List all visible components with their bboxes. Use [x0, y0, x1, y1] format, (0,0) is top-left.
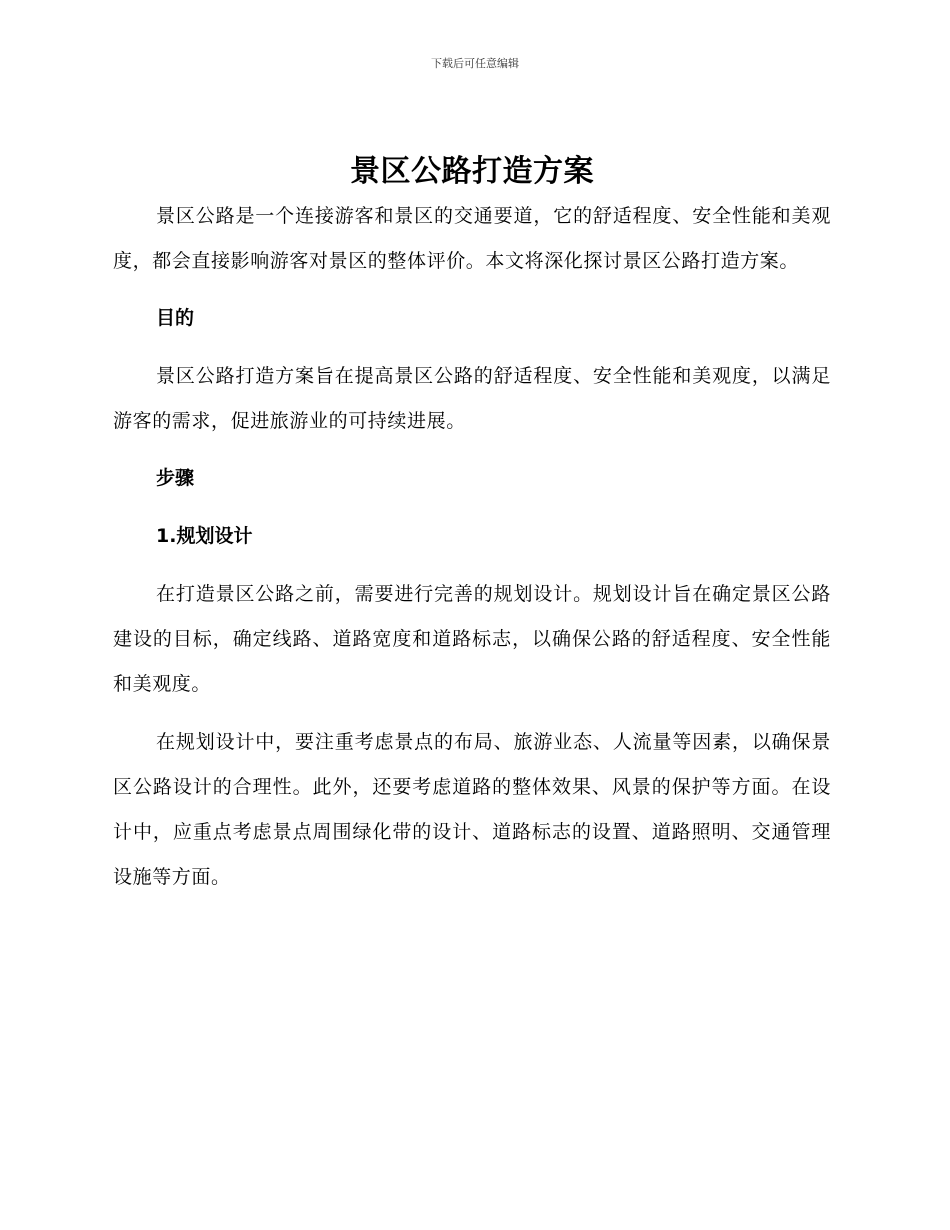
- section-heading-purpose: 目的: [156, 307, 195, 329]
- planning-paragraph-1: 在打造景区公路之前，需要进行完善的规划设计。规划设计旨在确定景区公路建设的目标，确定线路、道路宽度和道路标志，以确保公路的舒适程度、安全性能和美观度。: [113, 583, 831, 695]
- section-heading-steps: 步骤: [156, 467, 195, 489]
- intro-paragraph: 景区公路是一个连接游客和景区的交通要道，它的舒适程度、安全性能和美观度，都会直接影响游客对景区的整体评价。本文将深化探讨景区公路打造方案。: [113, 205, 831, 272]
- header-note: 下载后可任意编辑: [431, 57, 519, 70]
- subsection-heading-planning: 1.规划设计: [156, 525, 253, 547]
- purpose-paragraph: 景区公路打造方案旨在提高景区公路的舒适程度、安全性能和美观度，以满足游客的需求，促进旅游业的可持续进展。: [113, 365, 831, 432]
- document-body: [113, 150, 831, 900]
- planning-paragraph-2: 在规划设计中，要注重考虑景点的布局、旅游业态、人流量等因素，以确保景区公路设计的合理性。此外，还要考虑道路的整体效果、风景的保护等方面。在设计中，应重点考虑景点周围绿化带的设计、道路标志的设置、道路照明、交通管理设施等方面。: [113, 731, 831, 888]
- document-title: 景区公路打造方案: [350, 154, 594, 189]
